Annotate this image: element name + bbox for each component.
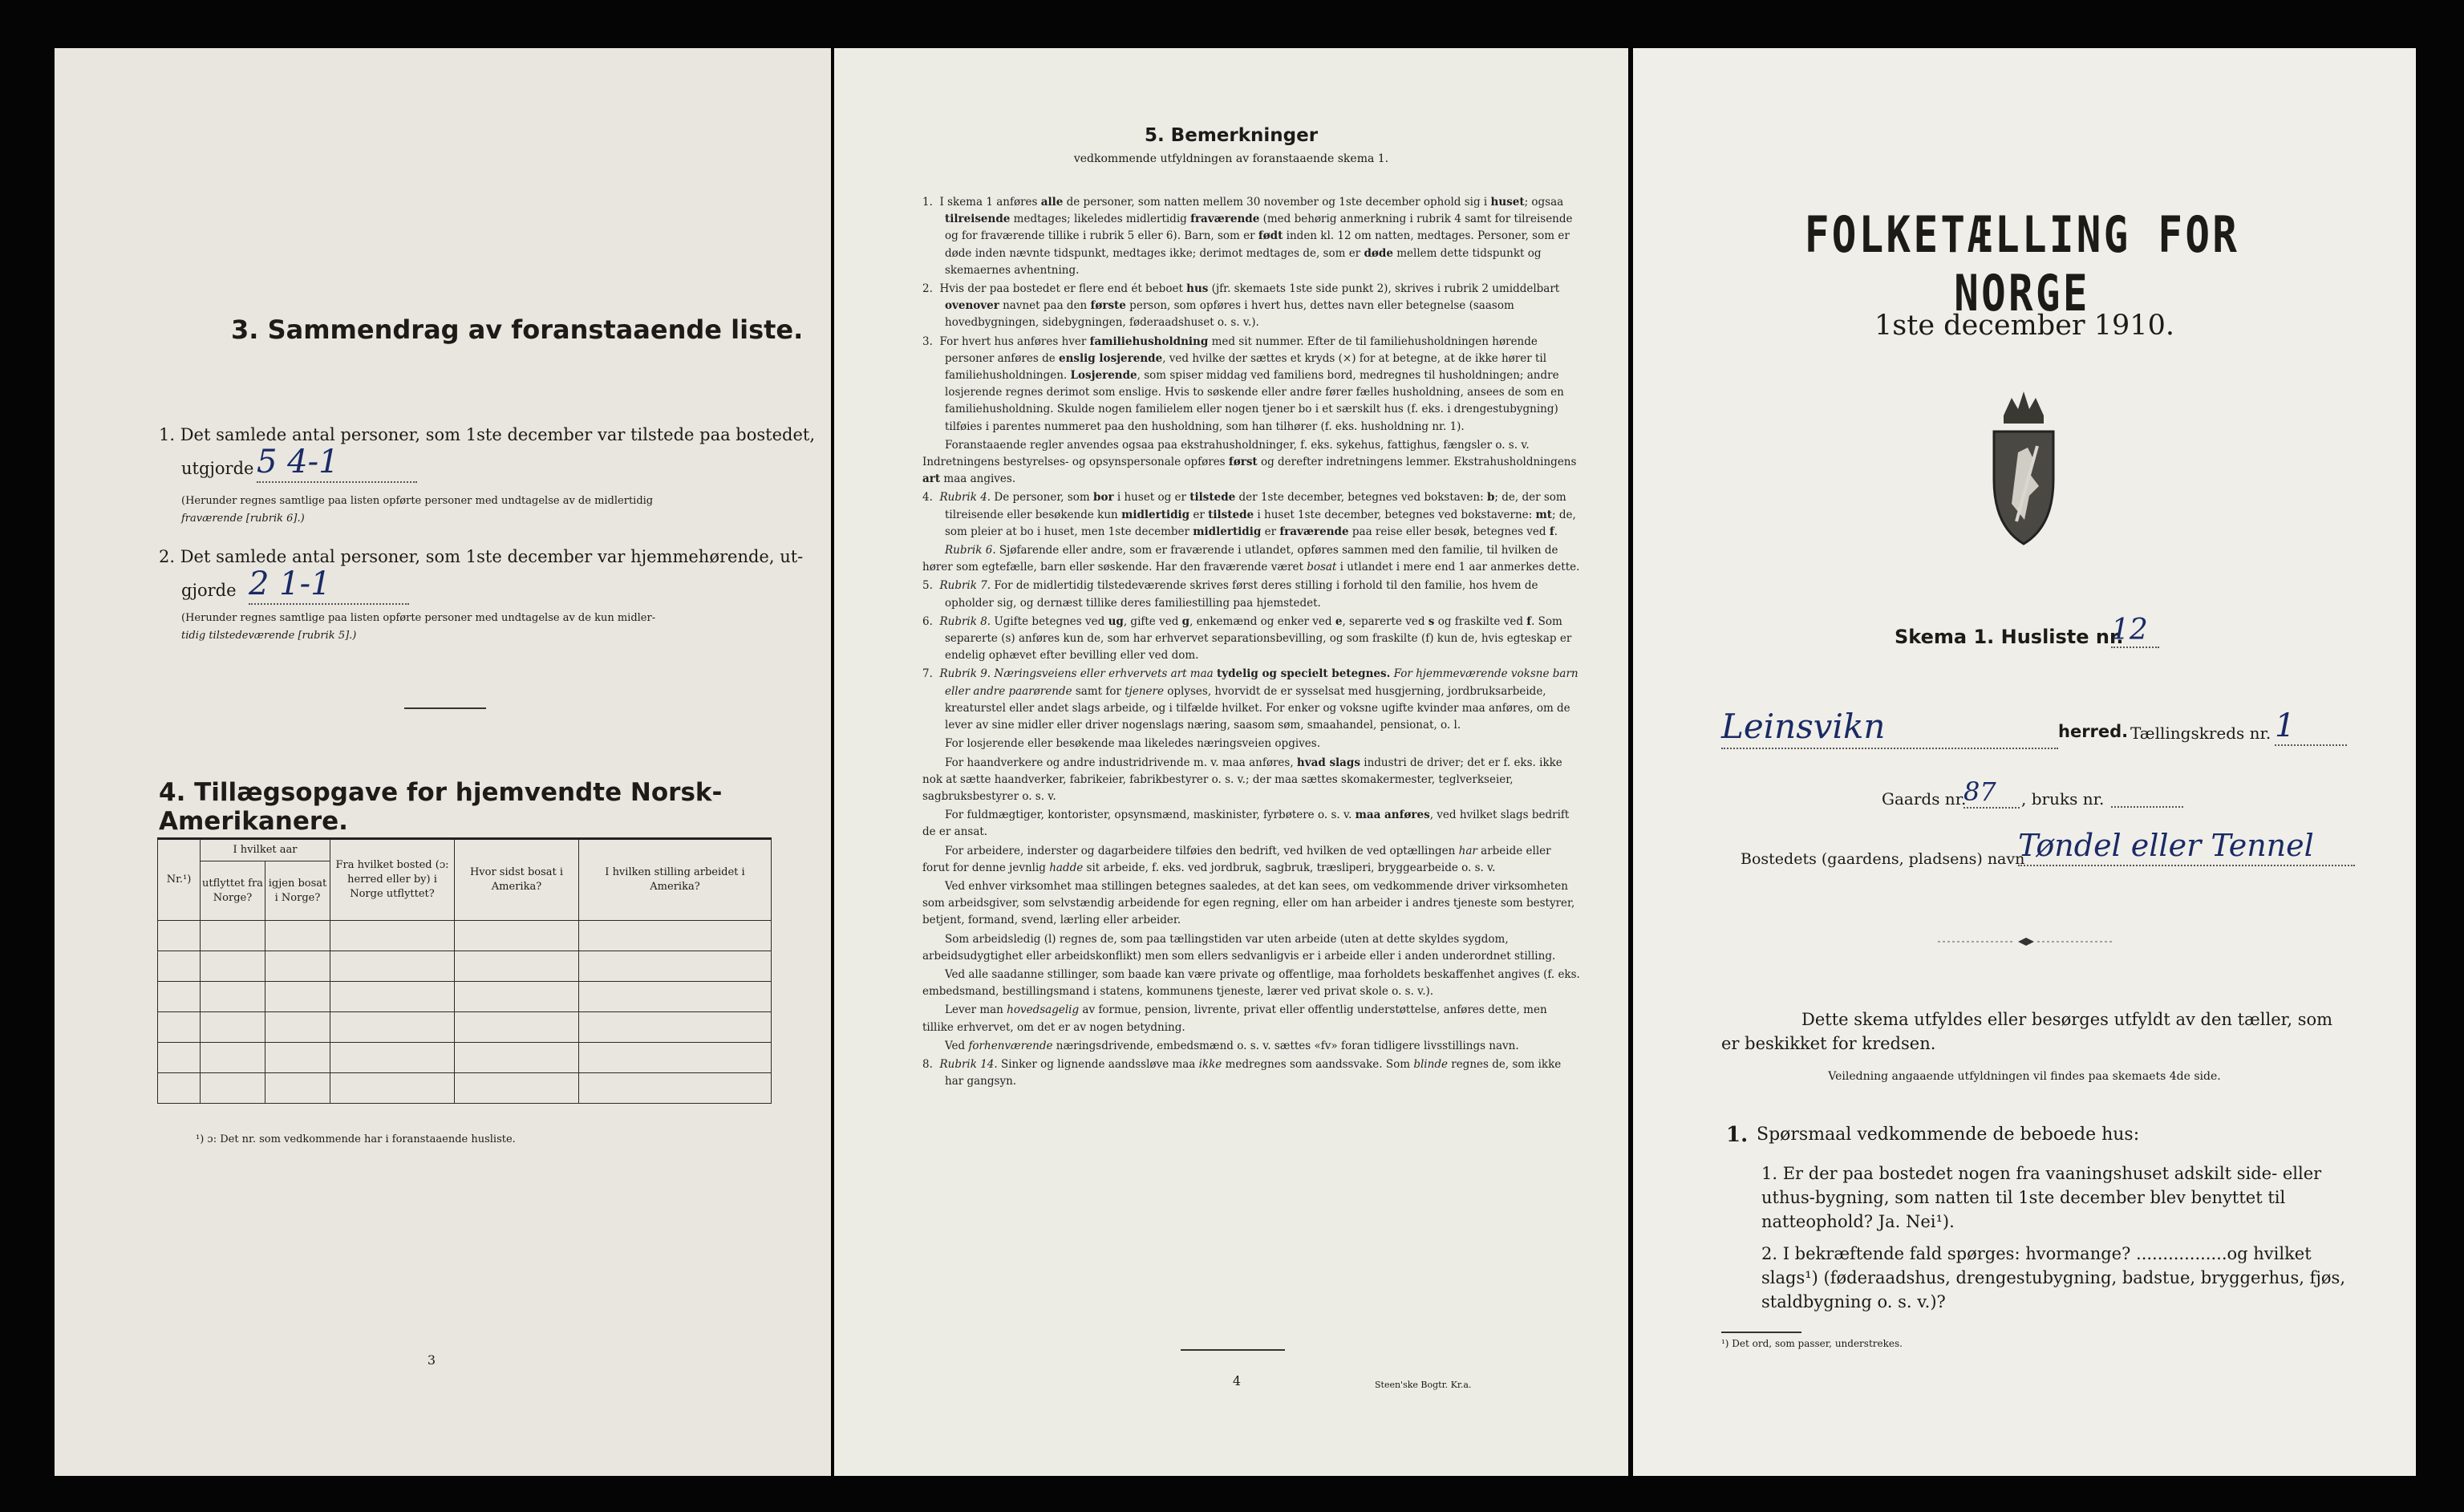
kreds-label: Tællingskreds nr. — [2130, 724, 2272, 743]
table-row — [158, 1073, 772, 1104]
divider — [404, 707, 486, 709]
table-row — [158, 921, 772, 951]
table-header-out: utflyttet fra Norge? — [201, 861, 265, 921]
herred-label: herred. — [2058, 722, 2129, 741]
table-row — [158, 1043, 772, 1073]
questions-heading: Spørsmaal vedkommende de beboede hus: — [1757, 1125, 2140, 1145]
main-title: FOLKETÆLLING FOR NORGE — [1804, 205, 2240, 322]
norsk-amerikanere-table — [157, 837, 772, 1104]
question-2: 2. I bekræftende fald spørges: hvormange? .................og hvilket slags¹) (føderaadshus, drengestubygning, badstue, bryggerhus, fjøs, staldbygning o. s. v.)? — [1761, 1244, 2346, 1311]
remarks-subtitle: vedkommende utfyldningen av foranstaaende skema 1. — [1073, 152, 1389, 165]
table-footnote: ¹) ɔ: Det nr. som vedkommende har i foranstaaende husliste. — [196, 1133, 516, 1145]
summary-item-1-note-2: fraværende [rubrik 6].) — [181, 513, 305, 525]
summary-item-2-prefix: gjorde — [181, 581, 237, 600]
page-4 — [834, 48, 1628, 1476]
bruks-label: , bruks nr. — [2021, 789, 2105, 809]
printer-mark: Steen'ske Bogtr. Kr.a. — [1375, 1380, 1472, 1390]
summary-item-2-note-2: tidig tilstedeværende [rubrik 5].) — [181, 630, 357, 642]
page1-footnote: ¹) Det ord, som passer, understrekes. — [1721, 1338, 1903, 1349]
section4-title: 4. Tillægsopgave for hjemvendte Norsk-Amerikanere. — [159, 778, 723, 836]
summary-item-2: 2. Det samlede antal personer, som 1ste december var hjemmehørende, ut- — [159, 547, 804, 566]
intro-text: Dette skema utfyldes eller besørges utfyldt av den tæller, som er beskikket for kredsen. — [1721, 1010, 2333, 1053]
gaards-value: 87 — [1964, 776, 2020, 809]
page-1 — [1633, 48, 2416, 1476]
page-3 — [55, 48, 831, 1476]
table-header-where: Hvor sidst bosat i Amerika? — [455, 839, 579, 921]
questions-number: 1. — [1726, 1123, 1749, 1147]
husliste-number: 12 — [2111, 614, 2159, 648]
summary-item-1-note: (Herunder regnes samtlige paa listen opførte personer med undtagelse av de midlertidig — [181, 495, 654, 507]
summary-item-2-value: 2 1-1 — [249, 565, 409, 605]
coat-of-arms-icon — [1980, 383, 2068, 552]
summary-item-1-value: 5 4-1 — [257, 443, 417, 483]
herred-value: Leinsvikn — [1721, 706, 2058, 749]
bosted-value: Tøndel eller Tennel — [2018, 826, 2355, 866]
schema-label: Skema 1. Husliste nr. — [1895, 626, 2124, 648]
table-row — [158, 1012, 772, 1043]
question-1: 1. Er der paa bostedet nogen fra vaaningshuset adskilt side- eller uthus-bygning, som natten til 1ste december blev benyttet til natteophold? Ja. Nei¹). — [1761, 1164, 2322, 1231]
table-header-nr: Nr.¹) — [158, 839, 201, 921]
bosted-label: Bostedets (gaardens, pladsens) navn — [1741, 850, 2025, 868]
divider — [1181, 1349, 1285, 1351]
table-row — [158, 982, 772, 1012]
table-header-from: Fra hvilket bosted (ɔ: herred eller by) i Norge utflyttet? — [330, 839, 455, 921]
table-header-job: I hvilken stilling arbeidet i Amerika? — [579, 839, 772, 921]
gaards-label: Gaards nr. — [1882, 789, 1967, 809]
page-number: 3 — [427, 1352, 436, 1368]
table-row — [158, 951, 772, 982]
remarks-title: 5. Bemerkninger — [1144, 125, 1319, 146]
summary-item-1-prefix: utgjorde — [181, 459, 254, 478]
summary-item-1: 1. Det samlede antal personer, som 1ste december var tilstede paa bostedet, — [159, 425, 816, 444]
guide-text: Veiledning angaaende utfyldningen vil findes paa skemaets 4de side. — [1828, 1070, 2221, 1083]
census-date: 1ste december 1910. — [1874, 310, 2174, 342]
summary-item-2-note: (Herunder regnes samtlige paa listen opførte personer med undtagelse av de kun midler- — [181, 612, 656, 624]
table-header-back: igjen bosat i Norge? — [265, 861, 330, 921]
table-header-year: I hvilket aar — [201, 839, 330, 861]
divider — [1721, 1332, 1801, 1333]
remarks-body: 1. I skema 1 anføres alle de personer, som natten mellem 30 november og 1ste december ophold sig i huset; ogsaa tilreisende medtages; likeledes midlertidig fraværende (med behørig anmerkning i rubrik 4 samt for tilreisende og for fraværende tillike i rubrik 5 eller 6). Barn, som er født inden kl. 12 om natten, medtages. Personer, som er døde inden nævnte tidspunkt, medtages ikke; derimot medtages de, som er døde mellem dette tidspunkt og skemaernes avhentning. 2. Hvis der paa bostedet er flere end ét beboet hus (jfr. skemaets 1ste side punkt 2), skrives i rubrik 2 umiddelbart ovenover navnet paa den første person, som opføres i hvert hus, dettes navn eller betegnelse (saasom hovedbygningen, sidebygningen, føderaadshuset o. s. v.). 3. For hvert hus anføres hver familiehusholdning med sit nummer. Efter de til familiehusholdningen hørende personer anføres de enslig losjerende, ved hvilke der sættes et kryds (×) for at betegne, at de ikke hører til familiehusholdningen. Losjerende, som spiser middag ved familiens bord, medregnes til husholdningen; andre losjerende regnes derimot som enslige. Hvis to søskende eller andre fører fælles husholdning, ansees de som en familiehusholdning. Skulde nogen familielem eller nogen tjener bo i et særskilt hus (f. eks. i drengestubygning) tilføies i parentes nummeret paa den husholdning, som han tilhører (f. eks. husholdning nr. 1). Foranstaaende regler anvendes ogsaa paa ekstrahusholdninger, f. eks. sykehus, fattighus, fængsler o. s. v. Indretningens bestyrelses- og opsynspersonale opføres først og derefter indretningens lemmer. Ekstrahusholdningens art maa angives. 4. Rubrik 4. De personer, som bor i huset og er tilstede der 1ste december, betegnes ved bokstaven: b; de, der som tilreisende eller besøkende kun midlertidig er tilstede i huset 1ste december, betegnes ved bokstaverne: mt; de, som pleier at bo i huset, men 1ste december midlertidig er fraværende paa reise eller besøk, betegnes ved f. Rubrik 6. Sjøfarende eller andre, som er fraværende i utlandet, opføres sammen med den familie, til hvilken de hører som egtefælle, barn eller søskende. Har den fraværende været bosat i utlandet i mere end 1 aar anmerkes dette. 5. Rubrik 7. For de midlertidig tilstedeværende skrives først deres stilling i forhold til den familie, hos hvem de opholder sig, og dernæst tillike deres familiestilling paa hjemstedet. 6. Rubrik 8. Ugifte betegnes ved ug, gifte ved g, enkemænd og enker ved e, separerte ved s og fraskilte ved f. Som separerte (s) anføres kun de, som har erhvervet separationsbevilling, og som fraskilte (f) kun de, hvis egteskap er endelig ophævet efter bevilling eller ved dom. 7. Rubrik 9. Næringsveiens eller erhvervets art maa tydelig og specielt betegnes. For hjemmeværende voksne barn eller andre paarørende samt for tjenere oplyses, hvorvidt de er sysselsat med husgjerning, jordbruksarbeide, kreaturstel eller andet slags arbeide, og i tilfælde hvilket. For enker og voksne ugifte kvinder maa anføres, om de lever av sine midler eller driver nogenslags næring, saasom søm, smaahandel, pensionat, o. l. For losjerende eller besøkende maa likeledes næringsveien opgives. For haandverkere og andre industridrivende m. v. maa anføres, hvad slags industri de driver; det er f. eks. ikke nok at sætte haandverker, fabrikeier, fabrikbestyrer o. s. v.; der maa sættes skomakermester, teglverkseier, sagbruksbestyrer o. s. v. For fuldmægtiger, kontorister, opsynsmænd, maskinister, fyrbøtere o. s. v. maa anføres, ved hvilket slags bedrift de er ansat. For arbeidere, inderster og dagarbeidere tilføies den bedrift, ved hvilken de ved optællingen har arbeide eller forut for denne jevnlig hadde sit arbeide, f. eks. ved jordbruk, sagbruk, træsliperi, bryggearbeide o. s. v. Ved enhver virksomhet maa stillingen betegnes saaledes, at det kan sees, om vedkommende driver virksomheten som arbeidsgiver, som selvstændig arbeidende for egen regning, eller om han arbeider i andres tjeneste som bestyrer, betjent, formand, svend, lærling eller arbeider. Som arbeidsledig (l) regnes de, som paa tællingstiden var uten arbeide (uten at dette skyldes sygdom, arbeidsudygtighet eller arbeidskonflikt) men som ellers sedvanligvis er i arbeide eller i anden underordnet stilling. Ved alle saadanne stillinger, som baade kan være private og offentlige, maa forholdets beskaffenhet angives (f. eks. embedsmand, bestillingsmand i statens, kommunens tjeneste, lærer ved privat skole o. s. v.). Lever man hovedsagelig av formue, pension, livrente, privat eller offentlig understøttelse, anføres dette, men tillike erhvervet, om det er av nogen betydning. Ved forhenværende næringsdrivende, embedsmænd o. s. v. sættes «fv» foran tidligere livsstillings navn. 8. Rubrik 14. Sinker og lignende aandssløve maa ikke medregnes som aandssvake. Som blinde regnes de, som ikke har gangsyn. — [922, 196, 1580, 1088]
page-number: 4 — [1232, 1373, 1242, 1388]
bruks-field — [2111, 805, 2183, 808]
kreds-value: 1 — [2275, 707, 2347, 746]
ornament-divider — [1938, 934, 2114, 942]
section3-title: 3. Sammendrag av foranstaaende liste. — [231, 314, 804, 345]
